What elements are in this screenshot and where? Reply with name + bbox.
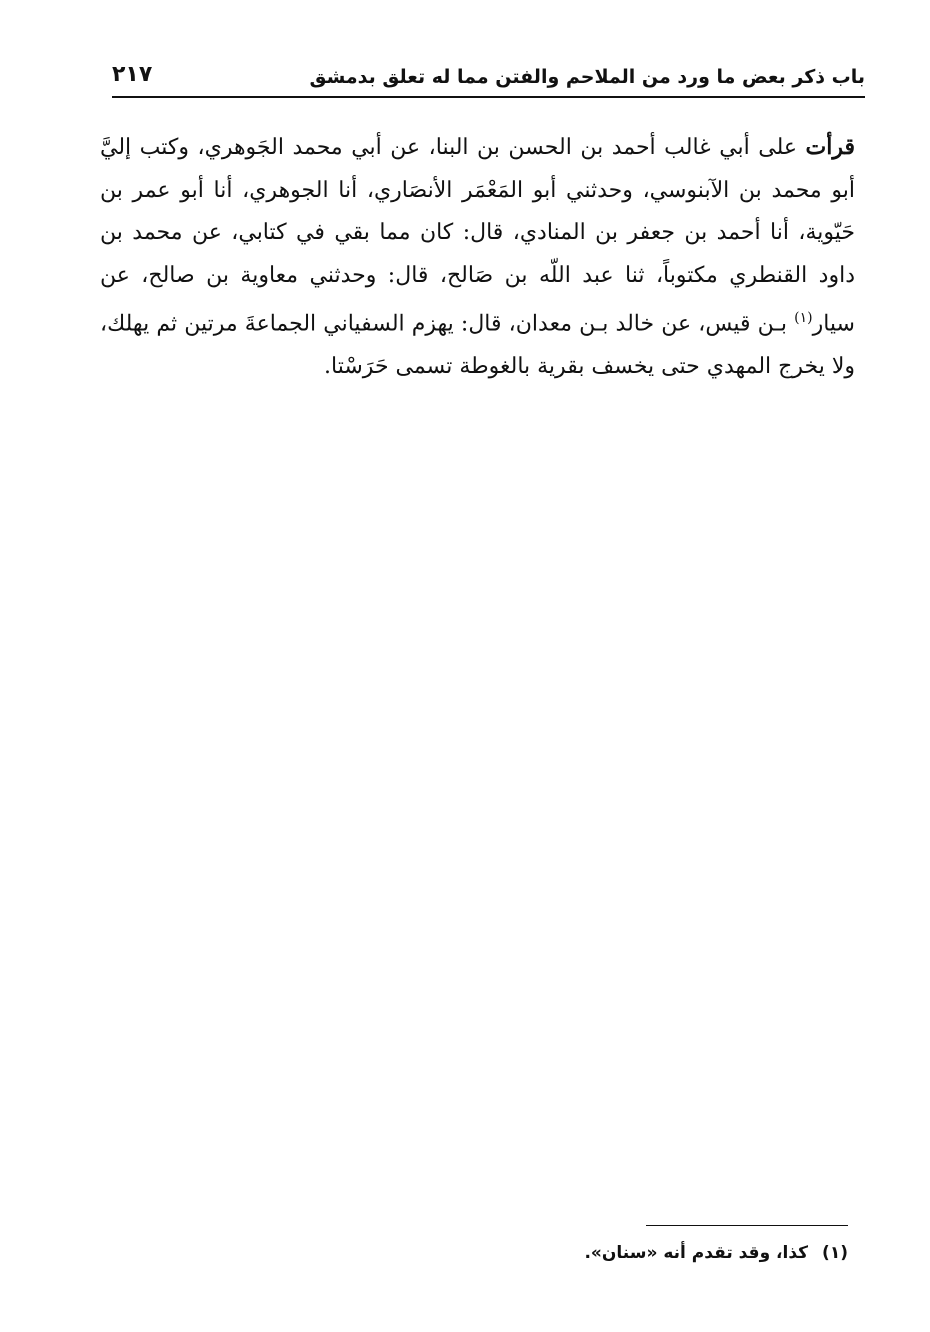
header-rule — [112, 96, 865, 98]
footnote-reference: (١) — [794, 310, 813, 326]
running-title: باب ذكر بعض ما ورد من الملاحم والفتن مما له تعلق بدمشق — [309, 66, 865, 88]
footnote-separator — [646, 1225, 848, 1226]
footnote-marker: (١) — [822, 1243, 848, 1263]
footnote — [300, 1243, 848, 1263]
lead-word: قرأت — [805, 134, 855, 160]
body-paragraph — [100, 126, 855, 388]
paragraph-text-continued: بـن قيس، عن خالد بـن معدان، قال: يهزم السفياني الجماعةَ مرتين ثم يهلك، ولا يخرج المهدي حتى يخسف بقرية بالغوطة تسمى حَرَسْتا. — [100, 311, 855, 379]
paragraph-text: على أبي غالب أحمد بن الحسن بن البنا، عن أبي محمد الجَوهري، وكتب إليَّ أبو محمد بن الآبنوسي، وحدثني أبو المَعْمَر الأنصَاري، أنا الجوهري، أنا أبو عمر بن حَيّوية، أنا أحمد بن جعفر بن المنادي، قال: كان مما بقي في كتابي، عن محمد بن داود القنطري مكتوباً، ثنا عبد اللّه بن صَالح، قال: وحدثني معاوية بن صالح، عن سيار — [100, 135, 855, 337]
page-header — [112, 58, 865, 98]
page-number: ٢١٧ — [112, 62, 153, 87]
footnote-text: كذا، وقد تقدم أنه «سنان». — [584, 1243, 809, 1263]
